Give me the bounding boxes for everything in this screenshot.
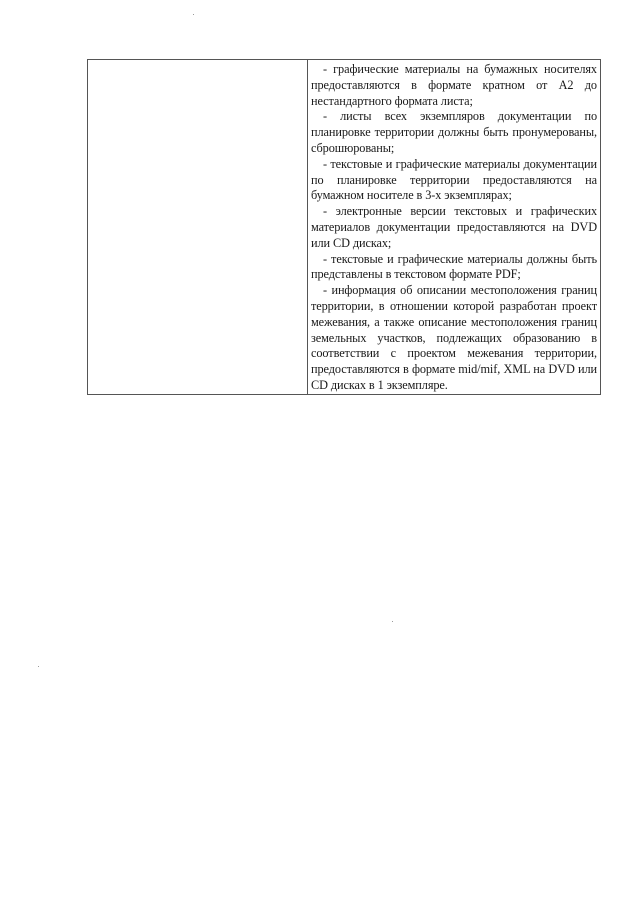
requirements-table — [87, 59, 601, 395]
requirement-numbering: - листы всех экземпляров документации по планировке территории должны быть пронумерованы, сброшюрованы; — [311, 109, 597, 155]
requirement-pdf-format: - текстовые и графические материалы должны быть представлены в текстовом формате PDF; — [311, 251, 597, 282]
scan-speck — [193, 14, 194, 15]
requirement-paper-format: - графические материалы на бумажных носителях предоставляются в формате кратном от А2 до нестандартного формата листа; — [311, 62, 597, 108]
table-row — [88, 60, 601, 395]
requirement-boundaries-format: - информация об описании местоположения границ территории, в отношении которой разработан проект межевания, а также описание местоположения границ земельных участков, подлежащих образованию в соответствии с проектом межевания территории, предоставляются в формате mid/mif, XML на DVD или CD дисках в 1 экземпляре. — [311, 283, 597, 392]
label-cell — [88, 60, 308, 395]
scan-speck — [38, 666, 39, 667]
scan-speck — [392, 621, 393, 622]
requirements-cell — [308, 60, 601, 395]
requirement-electronic-versions: - электронные версии текстовых и графических материалов документации предоставляются на DVD или CD дисках; — [311, 204, 597, 250]
requirement-copies: - текстовые и графические материалы документации по планировке территории предоставляются на бумажном носителе в 3-х экземплярах; — [311, 156, 597, 203]
